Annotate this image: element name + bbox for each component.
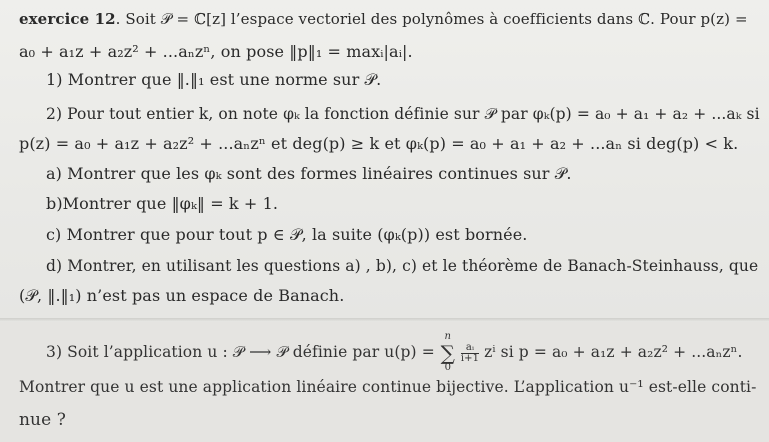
question-2b: b)Montrer que ‖φₖ‖ = k + 1.	[46, 194, 279, 213]
exercise-heading: exercice 12	[19, 10, 116, 28]
fraction-denominator: i+1	[460, 352, 480, 364]
question-3-line-2: Montrer que u est une application linéaire continue bijective. L’application u⁻¹ est-elle conti-	[19, 378, 757, 396]
question-3-part-1: 3) Soit l’application u : 𝒫 ⟶ 𝒫 définie par u(p) =	[46, 343, 435, 361]
question-3-section	[0, 322, 769, 442]
question-2d-line-2: (𝒫, ‖.‖₁) n’est pas un espace de Banach.	[19, 286, 345, 305]
question-3-part-2: zⁱ si p = a₀ + a₁z + a₂z² + ...aₙzⁿ.	[484, 343, 743, 361]
exercise-line-2: a₀ + a₁z + a₂z² + ...aₙzⁿ, on pose ‖p‖₁ = maxᵢ|aᵢ|.	[19, 42, 413, 61]
sum-upper-bound: n	[444, 331, 452, 342]
question-2-line-1: 2) Pour tout entier k, on note φₖ la fonction définie sur 𝒫 par φₖ(p) = a₀ + a₁ + a₂ + ...aₖ si	[46, 105, 760, 123]
question-3-line-1	[46, 331, 743, 373]
question-2c: c) Montrer que pour tout p ∈ 𝒫, la suite (φₖ(p)) est bornée.	[46, 225, 528, 244]
question-2d-line-1: d) Montrer, en utilisant les questions a) , b), c) et le théorème de Banach-Steinhauss, que	[46, 257, 759, 275]
exercise-line-1: exercice 12. Soit 𝒫 = ℂ[z] l’espace vectoriel des polynômes à coefficients dans ℂ. Pour p(z) =	[19, 10, 748, 28]
fraction-numerator: aᵢ	[461, 343, 479, 354]
fraction	[461, 343, 479, 364]
question-3-line-3: nue ?	[19, 410, 66, 430]
question-2a: a) Montrer que les φₖ sont des formes linéaires continues sur 𝒫.	[46, 164, 572, 183]
summation-symbol: ∑ n 0	[440, 331, 456, 373]
sum-lower-bound: 0	[444, 362, 452, 373]
question-2-line-2: p(z) = a₀ + a₁z + a₂z² + ...aₙzⁿ et deg(p) ≥ k et φₖ(p) = a₀ + a₁ + a₂ + ...aₙ si deg(p) < k.	[19, 134, 739, 153]
question-1: 1) Montrer que ‖.‖₁ est une norme sur 𝒫.	[46, 70, 382, 89]
